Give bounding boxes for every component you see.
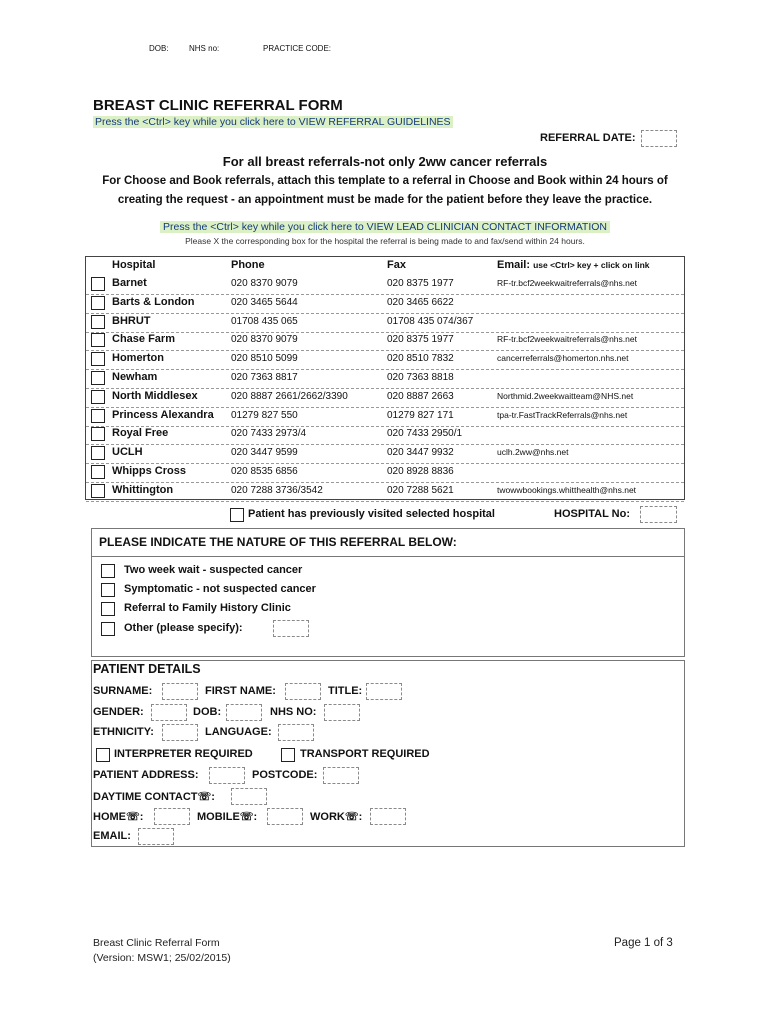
hospital-row <box>86 407 684 427</box>
mobile-phone-field[interactable] <box>267 808 303 825</box>
title-label: TITLE: <box>328 685 363 697</box>
hospital-row <box>86 294 684 314</box>
guidelines-link[interactable]: Press the <Ctrl> key while you click here to VIEW REFERRAL GUIDELINES <box>95 116 451 128</box>
hospital-fax: 01708 435 074/367 <box>387 315 474 327</box>
daytime-contact-field[interactable] <box>231 788 267 805</box>
hospital-name: BHRUT <box>112 314 151 327</box>
hospital-row <box>86 482 684 502</box>
other-checkbox[interactable] <box>101 622 115 636</box>
previously-visited-checkbox[interactable] <box>230 508 244 522</box>
hospital-fax: 020 8375 1977 <box>387 334 454 346</box>
hospital-name: Whittington <box>112 483 174 496</box>
transport-label: TRANSPORT REQUIRED <box>300 748 430 760</box>
first-name-label: FIRST NAME: <box>205 685 276 697</box>
hospital-phone: 020 8370 9079 <box>231 278 298 289</box>
referral-date-label: REFERRAL DATE: <box>540 132 636 144</box>
form-title: BREAST CLINIC REFERRAL FORM <box>93 97 343 114</box>
family-history-checkbox[interactable] <box>101 602 115 616</box>
option-other: Other (please specify): <box>124 622 243 634</box>
gender-field[interactable] <box>151 704 187 721</box>
hospital-fax: 020 8375 1977 <box>387 278 454 289</box>
option-family-history: Referral to Family History Clinic <box>124 602 291 614</box>
address-field[interactable] <box>209 767 245 784</box>
hospital-name: Barts & London <box>112 295 195 308</box>
transport-checkbox[interactable] <box>281 748 295 762</box>
footer-version: (Version: MSW1; 25/02/2015) <box>93 952 231 964</box>
hospital-email[interactable]: Northmid.2weekwaitteam@NHS.net <box>497 390 634 401</box>
col-email-hint: use <Ctrl> key + click on link <box>533 260 650 270</box>
hospital-no-field[interactable] <box>640 506 677 523</box>
hospital-row <box>86 350 684 370</box>
interpreter-checkbox[interactable] <box>96 748 110 762</box>
option-two-week-wait: Two week wait - suspected cancer <box>124 564 303 576</box>
hospital-select-checkbox[interactable] <box>91 409 105 423</box>
first-name-field[interactable] <box>285 683 321 700</box>
hospital-phone: 020 8510 5099 <box>231 353 298 365</box>
hospital-select-checkbox[interactable] <box>91 296 105 310</box>
dob-header-label: DOB: <box>149 44 169 53</box>
hospital-name: UCLH <box>112 446 143 459</box>
hospital-select-checkbox[interactable] <box>91 315 105 329</box>
col-hospital: Hospital <box>112 259 156 271</box>
hospital-email[interactable]: RF-tr.bcf2weekwaitreferrals@nhs.net <box>497 278 637 288</box>
hospital-name: North Middlesex <box>112 389 198 402</box>
col-email-label: Email: <box>497 259 531 271</box>
surname-label: SURNAME: <box>93 685 153 697</box>
hospital-name: Whipps Cross <box>112 465 186 477</box>
footer-form-name: Breast Clinic Referral Form <box>93 937 220 949</box>
postcode-field[interactable] <box>323 767 359 784</box>
hospital-select-checkbox[interactable] <box>91 446 105 460</box>
practice-code-header-label: PRACTICE CODE: <box>263 44 332 53</box>
hospital-row <box>86 331 684 351</box>
hospital-phone: 020 8535 6856 <box>231 466 298 477</box>
hospital-fax: 020 7363 8818 <box>387 372 454 383</box>
col-email <box>497 259 650 271</box>
hospital-fax: 020 7433 2950/1 <box>387 428 463 440</box>
col-phone: Phone <box>231 259 265 271</box>
gender-label: GENDER: <box>93 706 144 718</box>
hospital-email[interactable]: uclh.2ww@nhs.net <box>497 447 569 458</box>
hospital-fax: 020 8887 2663 <box>387 390 454 402</box>
hospital-phone: 01279 827 550 <box>231 409 298 421</box>
nature-heading: PLEASE INDICATE THE NATURE OF THIS REFERRAL BELOW: <box>99 535 457 549</box>
two-week-wait-checkbox[interactable] <box>101 564 115 578</box>
work-phone-label: WORK☏: <box>310 811 363 823</box>
hospital-name: Newham <box>112 371 158 383</box>
hospital-select-checkbox[interactable] <box>91 390 105 404</box>
hospital-row <box>86 444 684 464</box>
option-symptomatic: Symptomatic - not suspected cancer <box>124 583 316 595</box>
daytime-contact-label: DAYTIME CONTACT☏: <box>93 791 215 803</box>
hospital-fax: 020 8928 8836 <box>387 466 454 477</box>
hospital-phone: 020 8370 9079 <box>231 334 298 346</box>
hospital-phone: 020 7288 3736/3542 <box>231 484 323 496</box>
work-phone-field[interactable] <box>370 808 406 825</box>
nhs-no-label: NHS NO: <box>270 706 317 718</box>
hospital-name: Chase Farm <box>112 333 175 346</box>
previously-visited-label: Patient has previously visited selected hospital <box>248 508 495 520</box>
footer-page-number: Page 1 of 3 <box>614 937 673 949</box>
nature-heading-bar <box>91 528 685 557</box>
hospital-fax: 01279 827 171 <box>387 409 454 421</box>
mobile-phone-label: MOBILE☏: <box>197 811 258 823</box>
col-fax: Fax <box>387 259 406 271</box>
hospital-select-checkbox[interactable] <box>91 277 105 291</box>
other-specify-field[interactable] <box>273 620 309 637</box>
subtitle: For all breast referrals-not only 2ww cancer referrals <box>222 154 548 169</box>
title-field[interactable] <box>366 683 402 700</box>
hospital-fax: 020 8510 7832 <box>387 353 454 365</box>
hospital-select-checkbox[interactable] <box>91 484 105 498</box>
hospital-name: Princess Alexandra <box>112 408 214 421</box>
hospital-no-label: HOSPITAL No: <box>554 508 630 520</box>
lead-clinician-link-wrap <box>0 221 770 233</box>
hospital-select-checkbox[interactable] <box>91 427 105 441</box>
hospital-name: Homerton <box>112 352 164 365</box>
hospital-row <box>86 313 684 333</box>
hospital-phone: 020 3465 5644 <box>231 296 298 308</box>
hospital-select-checkbox[interactable] <box>91 352 105 366</box>
patient-details-heading: PATIENT DETAILS <box>93 662 201 676</box>
hospital-email[interactable]: tpa-tr.FastTrackReferrals@nhs.net <box>497 409 628 420</box>
language-label: LANGUAGE: <box>205 726 272 738</box>
email-label: EMAIL: <box>93 830 131 842</box>
hospital-phone: 020 7433 2973/4 <box>231 428 307 440</box>
hospital-select-checkbox[interactable] <box>91 371 105 385</box>
postcode-label: POSTCODE: <box>252 769 318 781</box>
dob-label: DOB: <box>193 706 222 718</box>
ethnicity-label: ETHNICITY: <box>93 726 154 738</box>
hospital-row <box>86 463 684 483</box>
interpreter-label: INTERPRETER REQUIRED <box>114 748 253 760</box>
hospital-fax: 020 7288 5621 <box>387 484 454 496</box>
hospital-phone: 020 3447 9599 <box>231 447 298 459</box>
surname-field[interactable] <box>162 683 198 700</box>
language-field[interactable] <box>278 724 314 741</box>
nhs-header-label: NHS no: <box>189 44 220 53</box>
nhs-no-field[interactable] <box>324 704 360 721</box>
hospital-phone: 020 7363 8817 <box>231 372 298 383</box>
home-phone-field[interactable] <box>154 808 190 825</box>
hospital-name: Barnet <box>112 277 147 289</box>
instruction-note: Please X the corresponding box for the hospital the referral is being made to and fax/send within 24 hours. <box>185 236 585 246</box>
hospital-select-checkbox[interactable] <box>91 333 105 347</box>
hospital-row <box>86 388 684 408</box>
hospital-phone: 01708 435 065 <box>231 315 298 327</box>
email-field[interactable] <box>138 828 174 845</box>
hospital-name: Royal Free <box>112 427 169 440</box>
hospital-row <box>86 369 684 389</box>
hospital-fax: 020 3447 9932 <box>387 447 454 459</box>
referral-date-field[interactable] <box>641 130 677 147</box>
hospital-phone: 020 8887 2661/2662/3390 <box>231 390 348 402</box>
hospital-email[interactable]: cancerreferrals@homerton.nhs.net <box>497 353 629 364</box>
hospital-email[interactable]: RF-tr.bcf2weekwaitreferrals@nhs.net <box>497 334 637 345</box>
hospital-email[interactable]: twowwbookings.whitthealth@nhs.net <box>497 484 637 495</box>
choose-book-instruction: For Choose and Book referrals, attach this template to a referral in Choose and Book within 24 hours of creating the request - an appointment must be made for the patient before they leave the practice. <box>102 175 668 206</box>
dob-field[interactable] <box>226 704 262 721</box>
address-label: PATIENT ADDRESS: <box>93 769 199 781</box>
hospital-row <box>86 425 684 445</box>
hospital-select-checkbox[interactable] <box>91 465 105 479</box>
symptomatic-checkbox[interactable] <box>101 583 115 597</box>
ethnicity-field[interactable] <box>162 724 198 741</box>
hospital-fax: 020 3465 6622 <box>387 296 454 308</box>
home-phone-label: HOME☏: <box>93 811 144 823</box>
lead-clinician-link[interactable]: Press the <Ctrl> key while you click here to VIEW LEAD CLINICIAN CONTACT INFORMATION <box>160 221 610 233</box>
hospital-row <box>86 275 684 295</box>
